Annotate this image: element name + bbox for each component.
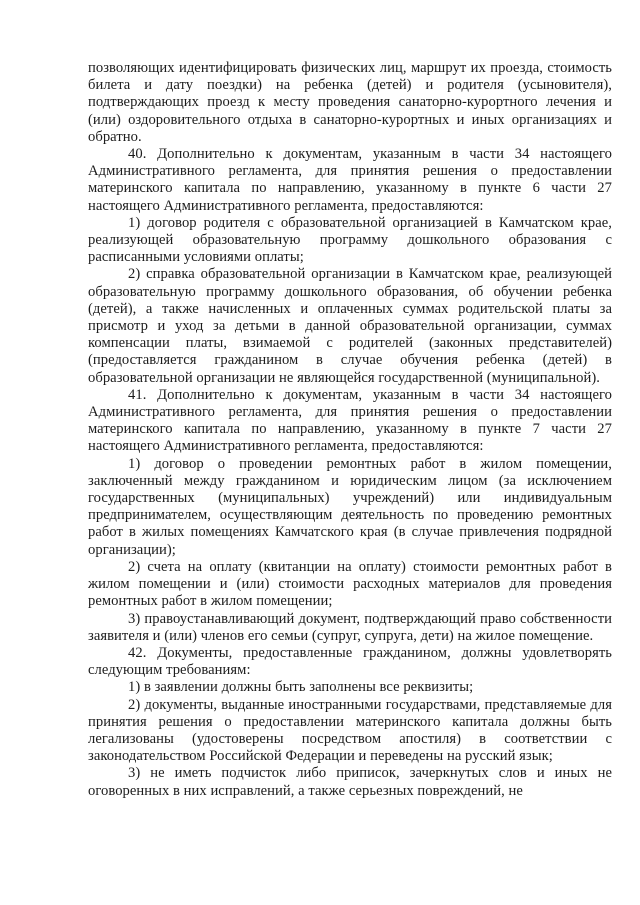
paragraph-40-item-1: 1) договор родителя с образовательной организацией в Камчатском крае, реализующей образовательную программу дошкольного образования с расписанными условиями оплаты;: [88, 214, 612, 266]
paragraph-41-item-2: 2) счета на оплату (квитанции на оплату) стоимости ремонтных работ в жилом помещении и (или) стоимости расходных материалов для проведения ремонтных работ в жилом помещении;: [88, 558, 612, 610]
paragraph-40-item-2: 2) справка образовательной организации в Камчатском крае, реализующей образовательную программу дошкольного образования, об обучении ребенка (детей), а также начисленных и оплаченных суммах родительской платы за присмотр и уход за детьми в данной образовательной организации, суммах компенсации платы, взимаемой с родителей (законных представителей) (предоставляется гражданином в случае обучения ребенка (детей) в образовательной организации не являющейся государственной (муниципальной).: [88, 266, 612, 386]
paragraph-continuation: позволяющих идентифицировать физических лиц, маршрут их проезда, стоимость билета и дату поездки) на ребенка (детей) и родителя (усыновителя), подтверждающих проезд к месту проведения санаторно-курортного лечения и (или) оздоровительного отдыха в санаторно-курортных и иных организациях и обратно.: [88, 60, 612, 145]
paragraph-40: 40. Дополнительно к документам, указанным в части 34 настоящего Административного регламента, для принятия решения о предоставлении материнского капитала по направлению, указанному в пункте 6 части 27 настоящего Административного регламента, предоставляются:: [88, 146, 612, 214]
paragraph-42-item-1: 1) в заявлении должны быть заполнены все реквизиты;: [128, 679, 474, 696]
paragraph-42: 42. Документы, предоставленные гражданином, должны удовлетворять следующим требованиям:: [88, 644, 612, 679]
paragraph-41-item-1: 1) договор о проведении ремонтных работ в жилом помещении, заключенный между гражданином и юридическим лицом (за исключением государственных (муниципальных) учреждений) или индивидуальным предпринимателем, осуществляющим деятельность по проведению ремонтных работ в жилых помещениях Камчатского края (в случае привлечения подрядной организации);: [88, 455, 612, 558]
paragraph-42-item-2: 2) документы, выданные иностранными государствами, представляемые для принятия решения о предоставлении материнского капитала должны быть легализованы (удостоверены посредством апостиля) в соответствии с законодательством Российской Федерации и переведены на русский язык;: [88, 696, 612, 765]
paragraph-41: 41. Дополнительно к документам, указанным в части 34 настоящего Административного регламента, для принятия решения о предоставлении материнского капитала по направлению, указанному в пункте 7 части 27 настоящего Административного регламента, предоставляются:: [88, 386, 612, 455]
paragraph-41-item-3: 3) правоустанавливающий документ, подтверждающий право собственности заявителя и (или) членов его семьи (супруг, супруга, дети) на жилое помещение.: [88, 610, 612, 644]
paragraph-42-item-3: 3) не иметь подчисток либо приписок, зачеркнутых слов и иных не оговоренных в них исправлений, а также серьезных повреждений, не: [88, 765, 612, 799]
document-page: [88, 60, 612, 800]
